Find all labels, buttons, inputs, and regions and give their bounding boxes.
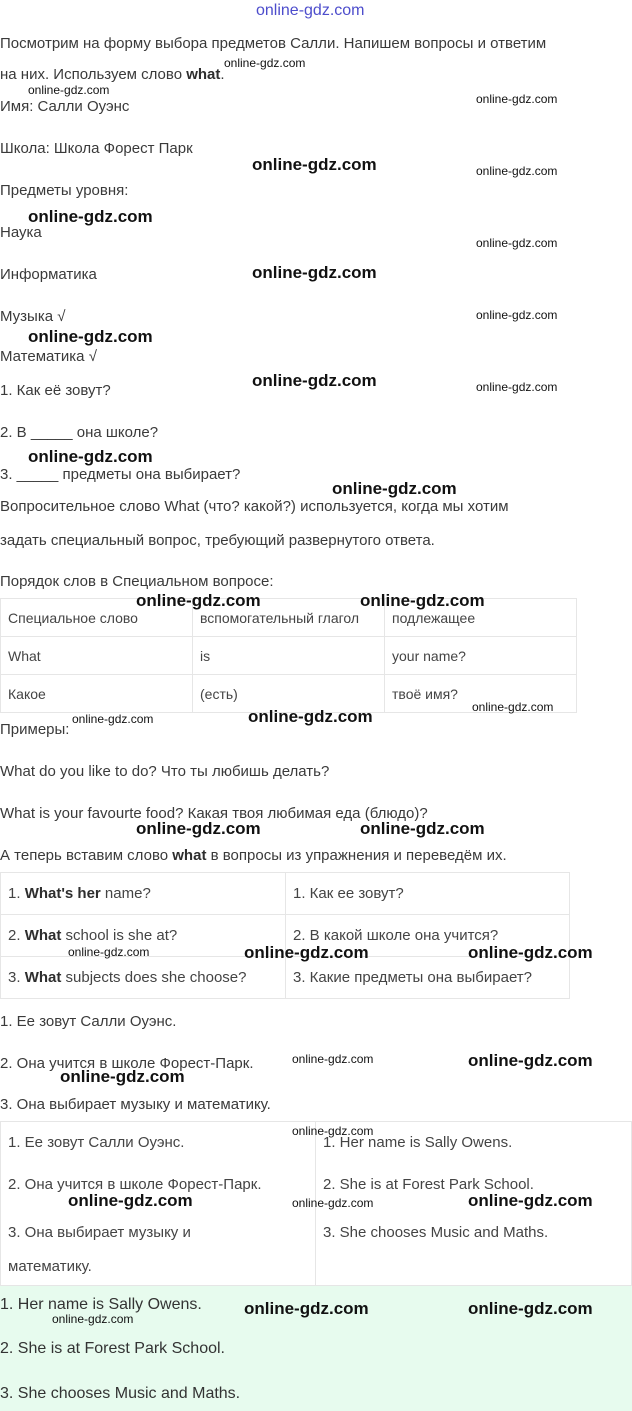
table-header: Специальное слово (1, 599, 193, 637)
watermark: online-gdz.com (292, 1052, 374, 1066)
q-rest: name? (100, 885, 151, 902)
answer-en-cell: 1. Her name is Sally Owens. (316, 1122, 632, 1164)
form-subject: Информатика (0, 266, 97, 283)
final-answer-2: 2. She is at Forest Park School. (0, 1340, 225, 1357)
answer-en-cell: 2. She is at Forest Park School. (316, 1164, 632, 1206)
form-name: Имя: Салли Оуэнс (0, 98, 130, 115)
watermark: online-gdz.com (292, 1124, 374, 1138)
table-header: подлежащее (385, 599, 577, 637)
table-cell: is (193, 637, 385, 675)
watermark: online-gdz.com (224, 56, 306, 70)
answer-ru-line: математику. (8, 1257, 92, 1275)
question-en (1, 957, 286, 999)
watermark: online-gdz.com (468, 1191, 593, 1210)
watermark: online-gdz.com (360, 819, 485, 838)
q-rest: school is she at? (61, 927, 178, 944)
answer-ru-line: 3. Она выбирает музыку и (8, 1223, 191, 1241)
watermark: online-gdz.com (472, 700, 554, 714)
form-subject: Математика √ (0, 348, 97, 365)
q-bold: What's her (24, 885, 101, 902)
answer-ru-1: 1. Ее зовут Салли Оуэнс. (0, 1013, 177, 1030)
question-ru: 2. В какой школе она учится? (286, 915, 570, 957)
intro-line-1: Посмотрим на форму выбора предметов Салли. Напишем вопросы и ответим (0, 35, 547, 52)
explanation-line-1: Вопросительное слово What (что? какой?) используется, когда мы хотим (0, 498, 509, 515)
question-1: 1. Как её зовут? (0, 382, 111, 399)
watermark: online-gdz.com (68, 945, 150, 959)
q-bold: What (24, 927, 62, 944)
table-cell: твоё имя? (385, 675, 577, 713)
form-subjects-label: Предметы уровня: (0, 182, 129, 199)
watermark: online-gdz.com (68, 1191, 193, 1210)
word-order-table (0, 598, 577, 713)
answer-ru-cell: 1. Ее зовут Салли Оуэнс. (1, 1122, 316, 1164)
watermark: online-gdz.com (72, 712, 154, 726)
word-order-title: Порядок слов в Специальном вопросе: (0, 573, 274, 590)
table-cell: your name? (385, 637, 577, 675)
explanation-line-2: задать специальный вопрос, требующий развернутого ответа. (0, 532, 435, 549)
intro-line-2-start: на них. Используем слово (0, 66, 187, 83)
watermark: online-gdz.com (28, 327, 153, 346)
table-cell: (есть) (193, 675, 385, 713)
q-num: 1. (8, 885, 25, 902)
example-1: What do you like to do? Что ты любишь делать? (0, 763, 330, 780)
watermark: online-gdz.com (476, 236, 558, 250)
form-subject: Наука (0, 224, 42, 241)
form-school: Школа: Школа Форест Парк (0, 140, 193, 157)
table-cell: What (1, 637, 193, 675)
examples-label: Примеры: (0, 721, 70, 738)
watermark: online-gdz.com (136, 591, 261, 610)
watermark: online-gdz.com (60, 1067, 185, 1086)
final-answer-1: 1. Her name is Sally Owens. (0, 1296, 202, 1313)
form-subject: Музыка √ (0, 308, 66, 325)
insert-instruction-end: в вопросы из упражнения и переведём их. (206, 847, 507, 864)
watermark-top: online-gdz.com (256, 2, 365, 19)
watermark: online-gdz.com (252, 155, 377, 174)
final-answer-3: 3. She chooses Music and Maths. (0, 1385, 241, 1402)
watermark: online-gdz.com (28, 207, 153, 226)
q-num: 2. (8, 927, 25, 944)
answer-ru-2: 2. Она учится в школе Форест-Парк. (0, 1055, 254, 1072)
question-ru: 1. Как ее зовут? (286, 873, 570, 915)
intro-line-2 (0, 66, 225, 83)
watermark: online-gdz.com (468, 1051, 593, 1070)
table-cell: Какое (1, 675, 193, 713)
insert-instruction-start: А теперь вставим слово (0, 847, 173, 864)
insert-instruction (0, 847, 507, 864)
watermark: online-gdz.com (136, 819, 261, 838)
question-2: 2. В _____ она школе? (0, 424, 159, 441)
insert-keyword: what (172, 847, 207, 864)
watermark: online-gdz.com (292, 1196, 374, 1210)
q-bold: What (24, 969, 62, 986)
watermark: online-gdz.com (476, 164, 558, 178)
watermark: online-gdz.com (252, 263, 377, 282)
watermark: online-gdz.com (332, 479, 457, 498)
question-ru: 3. Какие предметы она выбирает? (286, 957, 570, 999)
watermark: online-gdz.com (476, 308, 558, 322)
watermark: online-gdz.com (244, 1299, 369, 1318)
answer-ru-cell (1, 1206, 316, 1286)
question-3: 3. _____ предметы она выбирает? (0, 466, 241, 483)
watermark: online-gdz.com (476, 92, 558, 106)
answer-ru-cell: 2. Она учится в школе Форест-Парк. (1, 1164, 316, 1206)
intro-keyword: what (186, 66, 221, 83)
watermark: online-gdz.com (252, 371, 377, 390)
q-rest: subjects does she choose? (61, 969, 247, 986)
watermark: online-gdz.com (468, 1299, 593, 1318)
question-en (1, 873, 286, 915)
q-num: 3. (8, 969, 25, 986)
watermark: online-gdz.com (244, 943, 369, 962)
watermark: online-gdz.com (476, 380, 558, 394)
watermark: online-gdz.com (28, 83, 110, 97)
watermark: online-gdz.com (28, 447, 153, 466)
watermark: online-gdz.com (52, 1312, 134, 1326)
answer-en-cell: 3. She chooses Music and Maths. (316, 1206, 632, 1286)
answer-ru-3: 3. Она выбирает музыку и математику. (0, 1096, 271, 1113)
intro-line-2-end: . (220, 66, 225, 83)
watermark: online-gdz.com (248, 707, 373, 726)
watermark: online-gdz.com (468, 943, 593, 962)
watermark: online-gdz.com (360, 591, 485, 610)
questions-table (0, 872, 570, 999)
example-2: What is your favourte food? Какая твоя любимая еда (блюдо)? (0, 805, 428, 822)
table-header: вспомогательный глагол (193, 599, 385, 637)
